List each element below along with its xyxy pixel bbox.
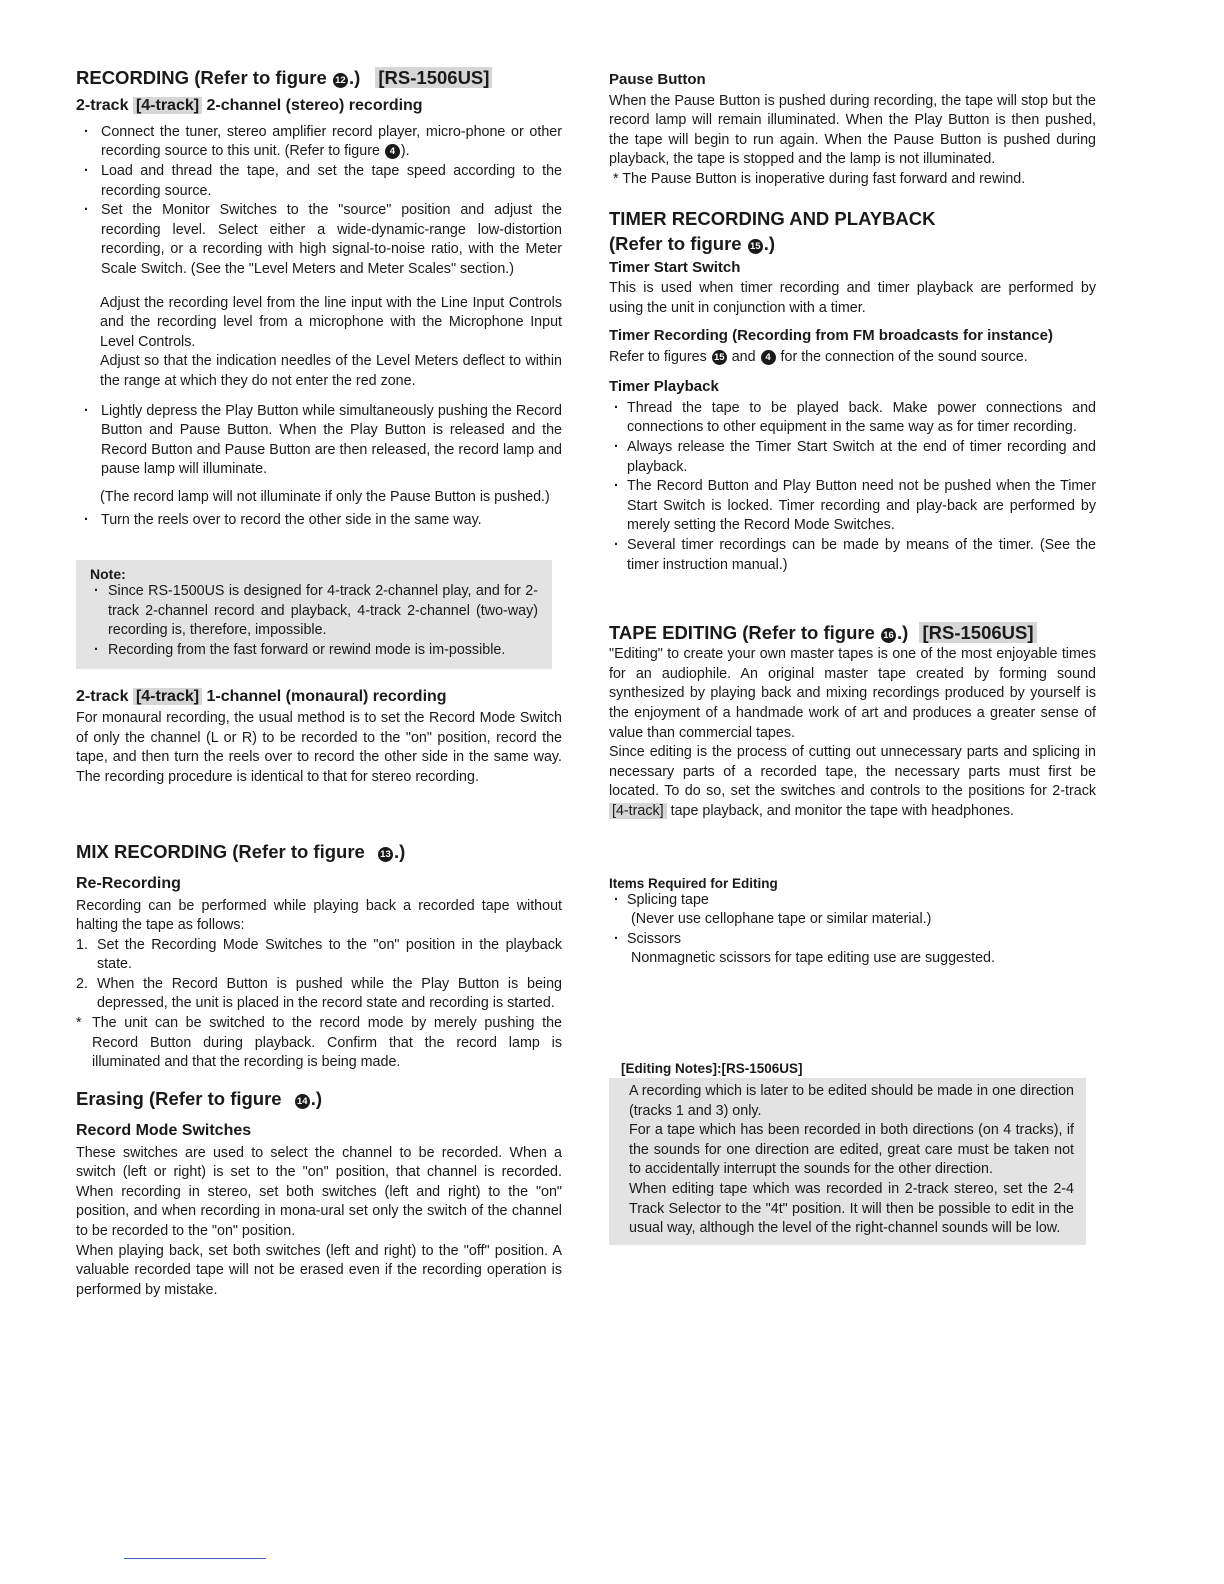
items-required-list (609, 891, 1096, 911)
list-item: · Splicing tape (609, 891, 1096, 911)
figure-16-marker: 16 (881, 628, 896, 643)
pause-text: When the Pause Button is pushed during recording, the tape will stop but the record lamp will remain illuminated. When the Play Button is then pushed, the tape will begin to run again. When the Pause Button is pushed during playback, the tape is stopped and the lamp is not illuminated. (609, 92, 1096, 168)
model-tag: [RS-1506US] (375, 67, 492, 88)
list-item: · Several timer recordings can be made by means of the timer. (See the timer instruction manual.) (609, 536, 1096, 575)
model-tag: [RS-1506US] (919, 622, 1036, 643)
lamp-note: (The record lamp will not illuminate if only the Pause Button is pushed.) (100, 488, 550, 505)
list-item: · Thread the tape to be played back. Make power connections and connections to other equipment in the same way as for timer recording. (609, 399, 1096, 438)
re-recording-steps (76, 936, 562, 1073)
list-item: · Turn the reels over to record the other side in the same way. (76, 511, 562, 531)
timer-start-heading: Timer Start Switch (609, 258, 741, 276)
list-item: · Scissors (609, 930, 1096, 950)
mix-recording-title: MIX RECORDING (Refer to figure 13 .) (76, 840, 406, 862)
right-column: Pause Button When the Pause Button is pushed during recording, the tape will stop but the record lamp will remain illuminated. When the Play Button is then pushed, the tape will begin to run again. When the Pause Button is pushed during playback, the tape is stopped and the lamp is not illuminated. * The Pause Button is inoperative during fast forward and rewind. TIMER RECORDING AND PLAYBACK (Refer to figure 15 .) Timer Start Switch This is used when timer recording and timer playback are performed by using the unit in conjunction with a timer. Timer Recording (Recording from FM broadcasts for instance) Refer to figures 15 and 4 for the connection of the sound source. Timer Playback · Thread the tape to be played back. Make power connections and connections to other equipment in the same way as for timer recording. · Always release the Timer Start Switch at the end of timer recording and playback. · The Record Button and Play Button need not be pushed when the Timer Start Switch is locked. Timer recording and play-back are performed by merely setting the Record Mode Switches. · Several timer recordings can be made by means of the timer. (See the timer instruction manual.) TAPE EDITING (Refer to figure 16 .) [RS-1506US] "Editing" to create your own master tapes is one of the most enjoyable times for an audiophile. An original master tape created by forming sound synthesized by playing back and mixing recordings produced by yourself is the enjoyment of a handmade work of art and produces a greater sense of value than commercial tapes. Since editing is the process of cutting out unnecessary parts and splicing in necessary parts of a recorded tape, the necessary parts must first be located. To do so, set the switches and controls to the positions for 2-track [4-track] tape playback, and monitor the tape with headphones. Items Required for Editing · Splicing tape (Never use cellophane tape or similar material.) · Scissors Nonmagnetic scissors for tape editing use are suggested. [Editing Notes]:[RS-1506US] A recording which is later to be edited should be made in one direction (tracks 1 and 3) only. For a tape which has been recorded in both directions (on 4 tracks), if the sounds for one direction are edited, great care must be taken not to accidentally interrupt the sounds for the other direction. When editing tape which was recorded in 2-track stereo, set the 2-4 Track Selector to the "4t" position. It will then be possible to edit in the usual way, although the level of the right-channel sounds will be low. (609, 70, 1096, 1245)
list-item: · Recording from the fast forward or rewind mode is im-possible. (90, 641, 538, 661)
stereo-steps (76, 123, 562, 280)
record-mode-switches-heading: Record Mode Switches (76, 1121, 252, 1139)
level-paragraph: Adjust so that the indication needles of the Level Meters deflect to within the range at which they do not enter the red zone. (100, 353, 562, 389)
editing-text: Since editing is the process of cutting out unnecessary parts and splicing in necessary parts of a recorded tape, the necessary parts must first be located. To do so, set the switches and controls to the positions for 2-track [4-track] tape playback, and monitor the tape with headphones. (609, 744, 1096, 819)
figure-14-marker: 14 (295, 1094, 310, 1109)
list-item: · The Record Button and Play Button need not be pushed when the Timer Start Switch is locked. Timer recording and play-back are performed by merely setting the Record Mode Switches. (609, 477, 1096, 536)
pause-button-heading: Pause Button (609, 71, 706, 88)
figure-15-marker: 15 (748, 239, 763, 254)
timer-title: TIMER RECORDING AND PLAYBACK (Refer to figure 15 .) (609, 208, 936, 254)
timer-recording-heading: Timer Recording (Recording from FM broadcasts for instance) (609, 327, 1053, 345)
recording-title: RECORDING (Refer to figure 12 .) [RS-1506US] (76, 66, 562, 90)
note-title: Note: (90, 566, 126, 583)
erasing-text: When playing back, set both switches (left and right) to the "off" position. A valuable recorded tape will not be erased even if the recording operation is performed by mistake. (76, 1242, 562, 1298)
timer-playback-heading: Timer Playback (609, 378, 719, 396)
tape-editing-title: TAPE EDITING (Refer to figure 16 .) [RS-1506US] (609, 621, 1096, 645)
list-item: · Since RS-1500US is designed for 4-track 2-channel play, and for 2-track 2-channel record and playback, 4-track 2-channel (two-way) recording is, therefore, impossible. (90, 582, 538, 641)
figure-12-marker: 12 (333, 73, 348, 88)
list-item: 1. Set the Recording Mode Switches to the "on" position in the playback state. (76, 936, 562, 973)
pause-star: * The Pause Button is inoperative during fast forward and rewind. (613, 170, 1026, 187)
list-item: * The unit can be switched to the record mode by merely pushing the Record Button during playback. Confirm that the record lamp is illuminated and that the recording is being made. (76, 1015, 562, 1071)
erasing-title: Erasing (Refer to figure 14 .) (76, 1087, 323, 1109)
list-item: · Lightly depress the Play Button while simultaneously pushing the Record Button and Pause Button. When the Play Button is released and the Record Button and Pause Button are then released, the record lamp and pause lamp will illuminate. (76, 402, 562, 480)
mono-text: For monaural recording, the usual method is to set the Record Mode Switch of only the channel (L or R) to be recorded to the "on" position, record the tape, and then turn the reels over to record the other side in the same way. The recording procedure is identical to that for stereo recording. (76, 710, 562, 786)
editing-text: "Editing" to create your own master tapes is one of the most enjoyable times for an audiophile. An original master tape created by forming sound synthesized by playing back and mixing recordings produced by yourself is the enjoyment of a handmade work of art and produces a greater sense of value than commercial tapes. (609, 646, 1096, 741)
stereo-recording-heading: 2-track [4-track] 2-channel (stereo) recording (76, 97, 423, 115)
erasing-text: These switches are used to select the channel to be recorded. When a switch (left or right) is set to the "on" position, that channel is recorded. When recording in stereo, set both switches (left and right) to the "on" position, and when recording in mona-ural set only the switch of the channel to be recorded to the "on" position. (76, 1144, 562, 1240)
list-item: · Set the Monitor Switches to the "source" position and adjust the recording level. Select either a wide-dynamic-range low-distortion recording, or a recording with high signal-to-noise ratio, with the Meter Scale Switch. (See the "Level Meters and Meter Scales" section.) (76, 201, 562, 279)
level-paragraph: Adjust the recording level from the line input with the Line Input Controls and the recording level from a microphone with the Microphone Input Level Controls. (100, 294, 562, 350)
mono-recording-heading: 2-track [4-track] 1-channel (monaural) recording (76, 687, 447, 705)
list-item: · Connect the tuner, stereo amplifier record player, micro-phone or other recording source to this unit. (Refer to figure 4 ). (76, 123, 562, 162)
re-recording-heading: Re-Recording (76, 874, 181, 892)
figure-13-marker: 13 (378, 847, 393, 862)
items-required-heading: Items Required for Editing (609, 875, 778, 891)
editing-notes-title: [Editing Notes]:[RS-1506US] (621, 1060, 803, 1076)
timer-recording-text: Refer to figures 15 and 4 for the connection of the sound source. (609, 348, 1028, 365)
footer-rule (124, 1558, 266, 1559)
list-item: · Always release the Timer Start Switch at the end of timer recording and playback. (609, 438, 1096, 477)
list-item: 2. When the Record Button is pushed while the Play Button is being depressed, the unit is placed in the record state and recording is started. (76, 975, 562, 1012)
note-box (76, 560, 552, 668)
timer-playback-list (609, 399, 1096, 575)
left-column (76, 66, 562, 1300)
re-recording-intro: Recording can be performed while playing back a recorded tape without halting the tape as follows: (76, 897, 562, 934)
list-item: · Load and thread the tape, and set the tape speed according to the recording source. (76, 162, 562, 201)
editing-notes-box: A recording which is later to be edited should be made in one direction (tracks 1 and 3) only. For a tape which has been recorded in both directions (on 4 tracks), if the sounds for one direction are edited, great care must be taken not to accidentally interrupt the sounds for the other direction. When editing tape which was recorded in 2-track stereo, set the 2-4 Track Selector to the "4t" position. It will then be possible to edit in the usual way, although the level of the right-channel sounds will be low. (609, 1078, 1086, 1245)
timer-start-text: This is used when timer recording and timer playback are performed by using the unit in conjunction with a timer. (609, 280, 1096, 316)
